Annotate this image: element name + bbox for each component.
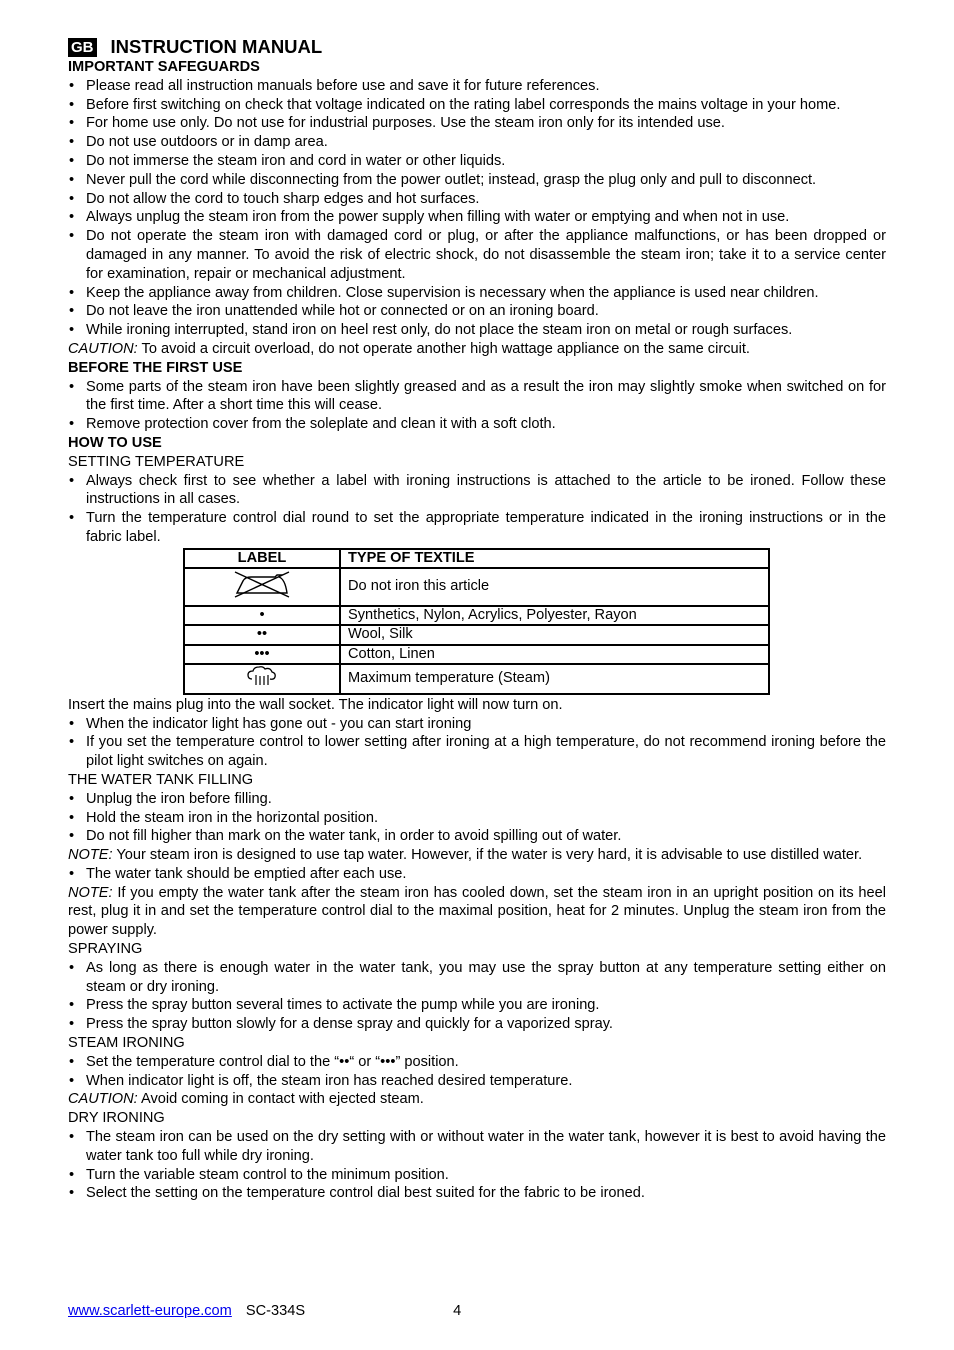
crossed-iron-icon	[231, 569, 293, 599]
water-tank-list	[68, 790, 886, 846]
water-note-1	[68, 846, 886, 865]
list-item: • Always check first to see whether a label with ironing instructions is attached to the article to be ironed. Follow these instructions in all cases.	[68, 472, 886, 510]
water-tank-list-2	[68, 865, 886, 884]
list-item: • Before first switching on check that voltage indicated on the rating label corresponds the mains voltage in your home.	[68, 96, 886, 115]
caution-label: CAUTION:	[68, 340, 138, 357]
setting-temperature-list	[68, 472, 886, 547]
manual-title: INSTRUCTION MANUAL	[110, 36, 323, 57]
list-item: • Press the spray button several times to activate the pump while you are ironing.	[68, 996, 886, 1015]
table-cell-label: •••	[184, 645, 340, 665]
table-header-type: TYPE OF TEXTILE	[340, 549, 769, 569]
table-cell-label	[184, 664, 340, 694]
list-item: • When the indicator light has gone out - you can start ironing	[68, 715, 886, 734]
list-item: • As long as there is enough water in the water tank, you may use the spray button at any temperature setting either on steam or dry ironing.	[68, 959, 886, 997]
table-cell-type: Synthetics, Nylon, Acrylics, Polyester, Rayon	[340, 606, 769, 626]
list-item: • The steam iron can be used on the dry setting with or without water in the water tank, however it is best to avoid having the water tank too full while dry ironing.	[68, 1128, 886, 1166]
list-item: • Never pull the cord while disconnecting from the power outlet; instead, grasp the plug only and pull to disconnect.	[68, 171, 886, 190]
list-item: • Select the setting on the temperature control dial best suited for the fabric to be ironed.	[68, 1184, 886, 1203]
dry-ironing-list	[68, 1128, 886, 1203]
language-badge: GB	[68, 38, 97, 57]
caution-text: Avoid coming in contact with ejected steam.	[137, 1091, 424, 1108]
table-cell-label: •	[184, 606, 340, 626]
steam-caution	[68, 1090, 886, 1109]
spraying-list	[68, 959, 886, 1034]
list-item: • Some parts of the steam iron have been slightly greased and as a result the iron may slightly smoke when switched on for the first time. After a short time this will cease.	[68, 378, 886, 416]
table-cell-type: Do not iron this article	[340, 568, 769, 606]
steam-ironing-heading: STEAM IRONING	[68, 1035, 185, 1052]
table-row	[184, 645, 769, 665]
list-item: • Do not operate the steam iron with damaged cord or plug, or after the appliance malfunctions, or has been dropped or damaged in any manner. To avoid the risk of electric shock, do not disassemble the steam iron; take it to a service center for examination, repair or mechanical adjustment.	[68, 227, 886, 283]
steam-ironing-list	[68, 1053, 886, 1091]
how-to-use-heading: HOW TO USE	[68, 434, 162, 451]
safeguards-heading: IMPORTANT SAFEGUARDS	[68, 59, 260, 75]
note-text: Your steam iron is designed to use tap water. However, if the water is very hard, it is advisable to use distilled water.	[112, 847, 863, 864]
manual-title-row	[68, 36, 886, 58]
list-item: • Set the temperature control dial to the “••“ or “•••” position.	[68, 1053, 886, 1072]
table-cell-label	[184, 568, 340, 606]
dry-ironing-heading: DRY IRONING	[68, 1110, 165, 1127]
list-item: • Do not allow the cord to touch sharp edges and hot surfaces.	[68, 190, 886, 209]
list-item: • Do not use outdoors or in damp area.	[68, 133, 886, 152]
list-item: • Please read all instruction manuals before use and save it for future references.	[68, 77, 886, 96]
table-row	[184, 664, 769, 694]
page-number: 4	[453, 1303, 462, 1319]
table-header-label: LABEL	[184, 549, 340, 569]
list-item: • Unplug the iron before filling.	[68, 790, 886, 809]
safeguards-list	[68, 77, 886, 340]
list-item: • Remove protection cover from the soleplate and clean it with a soft cloth.	[68, 415, 886, 434]
note-label: NOTE:	[68, 847, 113, 864]
safeguards-caution	[68, 340, 886, 359]
caution-text: To avoid a circuit overload, do not operate another high wattage appliance on the same circuit.	[137, 340, 750, 357]
website-link[interactable]: www.scarlett-europe.com	[68, 1303, 232, 1319]
caution-label: CAUTION:	[68, 1091, 138, 1108]
list-item: • Turn the temperature control dial round to set the appropriate temperature indicated in the ironing instructions or in the fabric label.	[68, 509, 886, 547]
list-item: • Press the spray button slowly for a dense spray and quickly for a vaporized spray.	[68, 1015, 886, 1034]
list-item: • Do not fill higher than mark on the water tank, in order to avoid spilling out of water.	[68, 827, 886, 846]
first-use-list	[68, 378, 886, 434]
first-use-heading: BEFORE THE FIRST USE	[68, 359, 243, 376]
table-header-row	[184, 549, 769, 569]
list-item: • Turn the variable steam control to the minimum position.	[68, 1166, 886, 1185]
table-row	[184, 625, 769, 645]
setting-temperature-heading: SETTING TEMPERATURE	[68, 453, 245, 470]
steam-icon	[246, 665, 278, 687]
manual-page	[68, 36, 886, 1203]
table-row	[184, 568, 769, 606]
insert-plug-text: Insert the mains plug into the wall socket. The indicator light will now turn on.	[68, 696, 563, 713]
list-item: • If you set the temperature control to lower setting after ironing at a high temperature, do not recommend ironing before the pilot light switches on again.	[68, 733, 886, 771]
table-cell-type: Cotton, Linen	[340, 645, 769, 665]
list-item: • Do not leave the iron unattended while hot or connected or on an ironing board.	[68, 302, 886, 321]
table-cell-type: Wool, Silk	[340, 625, 769, 645]
list-item: • Keep the appliance away from children. Close supervision is necessary when the appliance is used near children.	[68, 284, 886, 303]
note-label: NOTE:	[68, 884, 113, 901]
page-footer	[68, 1303, 461, 1319]
table-row	[184, 606, 769, 626]
table-cell-type: Maximum temperature (Steam)	[340, 664, 769, 694]
list-item: • Hold the steam iron in the horizontal position.	[68, 809, 886, 828]
list-item: • When indicator light is off, the steam iron has reached desired temperature.	[68, 1072, 886, 1091]
spraying-heading: SPRAYING	[68, 941, 143, 958]
list-item: • Do not immerse the steam iron and cord in water or other liquids.	[68, 152, 886, 171]
list-item: • For home use only. Do not use for industrial purposes. Use the steam iron only for its intended use.	[68, 114, 886, 133]
model-number: SC-334S	[245, 1303, 306, 1319]
water-note-2	[68, 884, 886, 940]
indicator-list	[68, 715, 886, 771]
note-text: If you empty the water tank after the steam iron has cooled down, set the steam iron in an upright position on its heel rest, plug it in and set the temperature control dial to the maximal position, heat for 2 minutes. Unplug the steam iron from the power supply.	[68, 884, 886, 939]
list-item: • The water tank should be emptied after each use.	[68, 865, 886, 884]
textile-table	[183, 548, 770, 695]
water-tank-heading: THE WATER TANK FILLING	[68, 771, 254, 788]
list-item: • Always unplug the steam iron from the power supply when filling with water or emptying and when not in use.	[68, 208, 886, 227]
table-cell-label: ••	[184, 625, 340, 645]
list-item: • While ironing interrupted, stand iron on heel rest only, do not place the steam iron on metal or rough surfaces.	[68, 321, 886, 340]
